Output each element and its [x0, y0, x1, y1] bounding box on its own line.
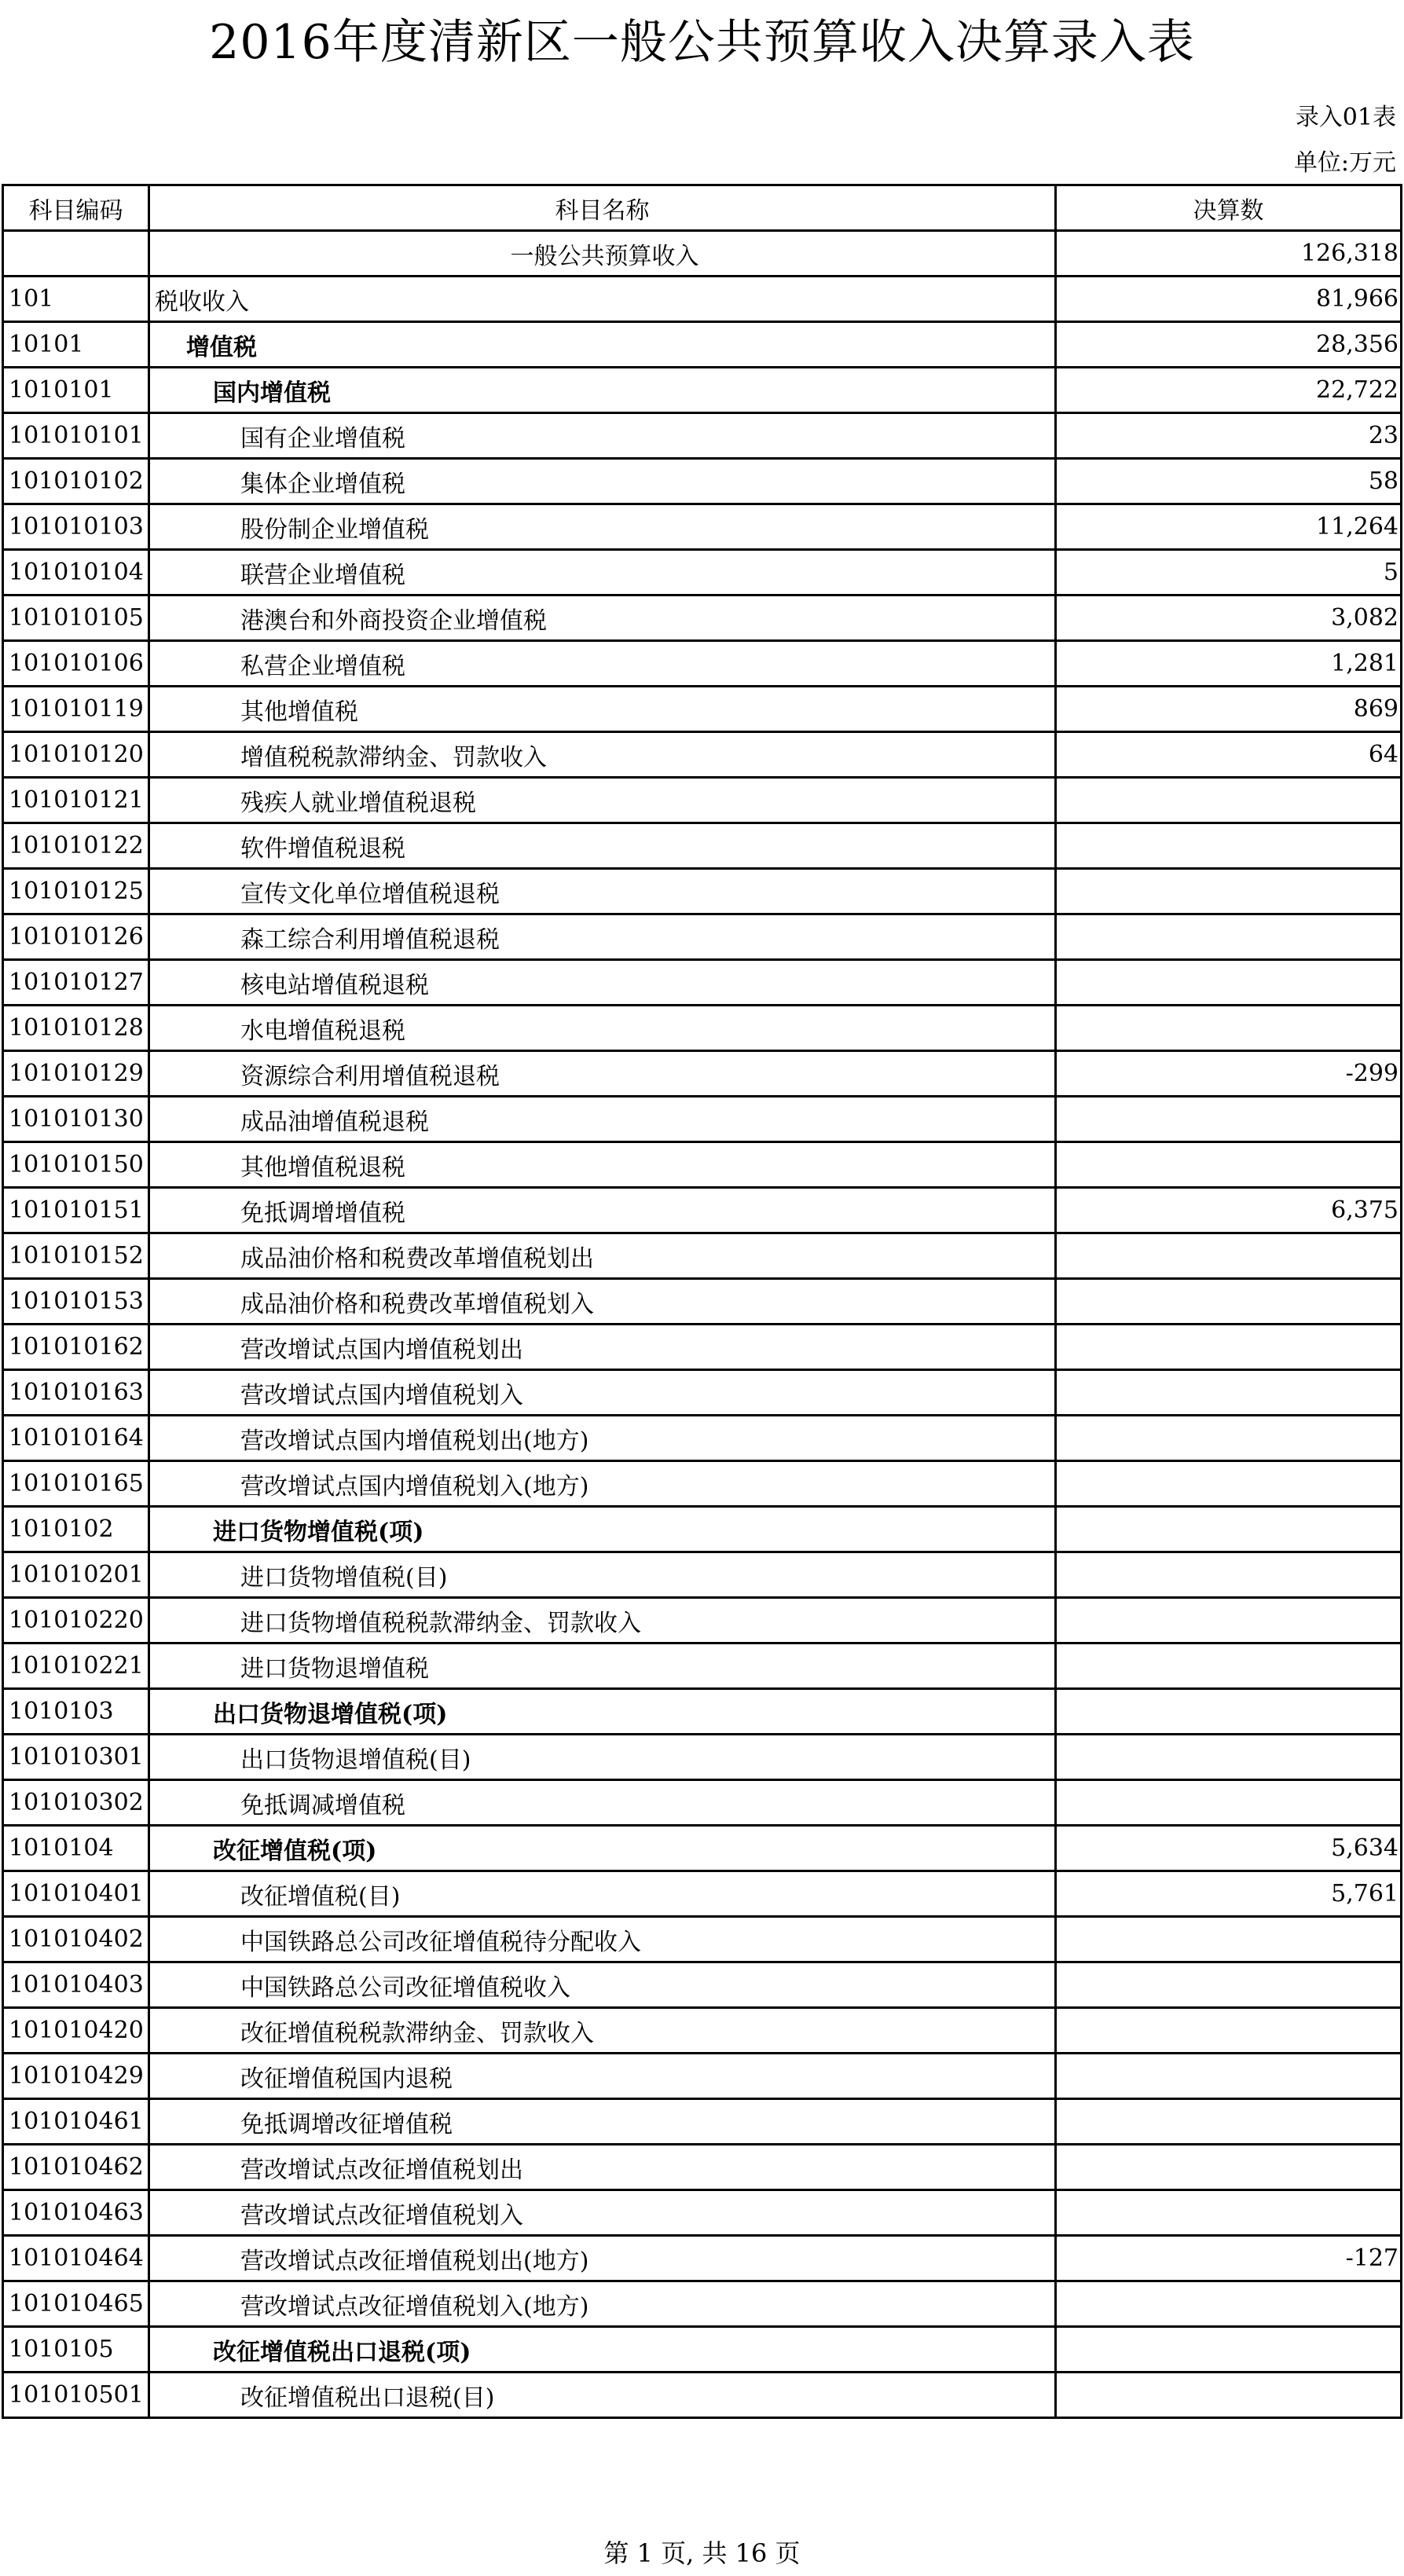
- cell-amount: [1056, 2190, 1402, 2236]
- cell-name: 改征增值税(目): [149, 1871, 1056, 1917]
- cell-amount: [1056, 1643, 1402, 1689]
- cell-amount: 64: [1056, 732, 1402, 778]
- cell-code: 101010465: [3, 2281, 149, 2327]
- cell-code: 101010129: [3, 1051, 149, 1097]
- cell-amount: [1056, 1416, 1402, 1461]
- cell-code: 101010101: [3, 413, 149, 459]
- table-row: [3, 641, 1402, 687]
- table-body: [3, 231, 1402, 2418]
- cell-code: 101010301: [3, 1735, 149, 1780]
- table-row: [3, 1416, 1402, 1461]
- cell-amount: 5,634: [1056, 1826, 1402, 1871]
- table-row: [3, 504, 1402, 550]
- cell-name: 水电增值税退税: [149, 1006, 1056, 1051]
- table-header-row: [3, 185, 1402, 231]
- cell-amount: [1056, 823, 1402, 869]
- cell-code: 1010101: [3, 368, 149, 413]
- cell-amount: 28,356: [1056, 322, 1402, 368]
- cell-amount: [1056, 1917, 1402, 1962]
- cell-code: 101010151: [3, 1188, 149, 1233]
- cell-name: 营改增试点改征增值税划入(地方): [149, 2281, 1056, 2327]
- cell-name: 残疾人就业增值税退税: [149, 778, 1056, 823]
- cell-name: 营改增试点国内增值税划出(地方): [149, 1416, 1056, 1461]
- cell-code: 101010420: [3, 2008, 149, 2054]
- table-row: [3, 1598, 1402, 1643]
- cell-amount: 5,761: [1056, 1871, 1402, 1917]
- cell-amount: [1056, 1279, 1402, 1325]
- table-row: [3, 1461, 1402, 1507]
- table-row: [3, 1643, 1402, 1689]
- table-row: [3, 1051, 1402, 1097]
- cell-name: 私营企业增值税: [149, 641, 1056, 687]
- table-row: [3, 1142, 1402, 1188]
- cell-code: 101010501: [3, 2373, 149, 2418]
- cell-code: 101010126: [3, 914, 149, 960]
- table-row: [3, 277, 1402, 322]
- page-footer: 第 1 页, 共 16 页: [603, 2538, 801, 2568]
- unit-label: 单位:万元: [1293, 149, 1396, 177]
- cell-code: 101010302: [3, 1780, 149, 1826]
- cell-code: 101010162: [3, 1325, 149, 1370]
- table-row: [3, 1917, 1402, 1962]
- cell-name: 免抵调减增值税: [149, 1780, 1056, 1826]
- table-row: [3, 368, 1402, 413]
- cell-name: 进口货物增值税(目): [149, 1552, 1056, 1598]
- cell-name: 免抵调增改征增值税: [149, 2099, 1056, 2145]
- table-row: [3, 1370, 1402, 1416]
- cell-name: 增值税税款滞纳金、罚款收入: [149, 732, 1056, 778]
- cell-name: 其他增值税: [149, 687, 1056, 732]
- cell-amount: 23: [1056, 413, 1402, 459]
- cell-amount: 1,281: [1056, 641, 1402, 687]
- cell-name: 联营企业增值税: [149, 550, 1056, 595]
- table-row: [3, 1006, 1402, 1051]
- cell-code: 1010105: [3, 2327, 149, 2373]
- cell-code: 101010152: [3, 1233, 149, 1279]
- cell-code: 1010102: [3, 1507, 149, 1552]
- cell-amount: [1056, 2281, 1402, 2327]
- table-row: [3, 2008, 1402, 2054]
- cell-code: 101: [3, 277, 149, 322]
- cell-name: 成品油价格和税费改革增值税划出: [149, 1233, 1056, 1279]
- cell-name: 中国铁路总公司改征增值税收入: [149, 1962, 1056, 2008]
- cell-name: 其他增值税退税: [149, 1142, 1056, 1188]
- cell-name: 改征增值税出口退税(目): [149, 2373, 1056, 2418]
- cell-amount: [1056, 2327, 1402, 2373]
- cell-amount: -299: [1056, 1051, 1402, 1097]
- cell-name: 进口货物增值税税款滞纳金、罚款收入: [149, 1598, 1056, 1643]
- cell-amount: [1056, 2008, 1402, 2054]
- cell-amount: 58: [1056, 459, 1402, 504]
- table-row: [3, 1097, 1402, 1142]
- cell-code: 101010121: [3, 778, 149, 823]
- table-row: [3, 1279, 1402, 1325]
- cell-code: 1010103: [3, 1689, 149, 1735]
- cell-name: 免抵调增增值税: [149, 1188, 1056, 1233]
- cell-code: 101010106: [3, 641, 149, 687]
- cell-amount: [1056, 1006, 1402, 1051]
- cell-code: 101010463: [3, 2190, 149, 2236]
- table-row: [3, 2145, 1402, 2190]
- table-row: [3, 231, 1402, 277]
- cell-code: 101010462: [3, 2145, 149, 2190]
- cell-amount: 126,318: [1056, 231, 1402, 277]
- cell-code: 101010221: [3, 1643, 149, 1689]
- cell-code: 101010401: [3, 1871, 149, 1917]
- cell-name: 改征增值税国内退税: [149, 2054, 1056, 2099]
- cell-code: 1010104: [3, 1826, 149, 1871]
- table-row: [3, 2099, 1402, 2145]
- table-row: [3, 1871, 1402, 1917]
- table-row: [3, 2236, 1402, 2281]
- cell-amount: 5: [1056, 550, 1402, 595]
- cell-name: 营改增试点改征增值税划出(地方): [149, 2236, 1056, 2281]
- cell-amount: [1056, 914, 1402, 960]
- table-row: [3, 823, 1402, 869]
- cell-name: 国有企业增值税: [149, 413, 1056, 459]
- table-row: [3, 2190, 1402, 2236]
- cell-name: 中国铁路总公司改征增值税待分配收入: [149, 1917, 1056, 1962]
- cell-code: 101010163: [3, 1370, 149, 1416]
- table-row: [3, 595, 1402, 641]
- cell-name: 出口货物退增值税(项): [149, 1689, 1056, 1735]
- table-row: [3, 2281, 1402, 2327]
- cell-code: 101010130: [3, 1097, 149, 1142]
- cell-amount: 22,722: [1056, 368, 1402, 413]
- cell-amount: [1056, 1689, 1402, 1735]
- cell-code: 101010403: [3, 1962, 149, 2008]
- cell-amount: [1056, 1461, 1402, 1507]
- cell-code: 101010220: [3, 1598, 149, 1643]
- table-row: [3, 687, 1402, 732]
- cell-amount: 11,264: [1056, 504, 1402, 550]
- cell-code: 101010122: [3, 823, 149, 869]
- budget-table: [2, 184, 1402, 2419]
- cell-name: 税收收入: [149, 277, 1056, 322]
- cell-name: 软件增值税退税: [149, 823, 1056, 869]
- table-row: [3, 1735, 1402, 1780]
- cell-name: 改征增值税出口退税(项): [149, 2327, 1056, 2373]
- cell-name: 股份制企业增值税: [149, 504, 1056, 550]
- cell-name: 营改增试点国内增值税划入: [149, 1370, 1056, 1416]
- cell-amount: [1056, 960, 1402, 1006]
- column-header-name: 科目名称: [149, 185, 1056, 231]
- column-header-amount: 决算数: [1056, 185, 1402, 231]
- table-row: [3, 2373, 1402, 2418]
- cell-name: 进口货物增值税(项): [149, 1507, 1056, 1552]
- cell-code: 101010119: [3, 687, 149, 732]
- cell-amount: [1056, 1780, 1402, 1826]
- cell-amount: [1056, 1552, 1402, 1598]
- cell-code: 101010164: [3, 1416, 149, 1461]
- cell-amount: 3,082: [1056, 595, 1402, 641]
- cell-name: 增值税: [149, 322, 1056, 368]
- cell-code: 101010150: [3, 1142, 149, 1188]
- cell-amount: [1056, 2054, 1402, 2099]
- table-row: [3, 869, 1402, 914]
- cell-amount: [1056, 869, 1402, 914]
- cell-code: 101010464: [3, 2236, 149, 2281]
- table-row: [3, 2054, 1402, 2099]
- table-row: [3, 550, 1402, 595]
- cell-amount: [1056, 1962, 1402, 2008]
- cell-name: 营改增试点国内增值税划出: [149, 1325, 1056, 1370]
- cell-name: 集体企业增值税: [149, 459, 1056, 504]
- cell-code: 101010165: [3, 1461, 149, 1507]
- table-row: [3, 1826, 1402, 1871]
- cell-amount: [1056, 1735, 1402, 1780]
- cell-amount: 81,966: [1056, 277, 1402, 322]
- cell-name: 出口货物退增值税(目): [149, 1735, 1056, 1780]
- table-row: [3, 1552, 1402, 1598]
- cell-code: 101010120: [3, 732, 149, 778]
- cell-code: 101010105: [3, 595, 149, 641]
- cell-amount: [1056, 2373, 1402, 2418]
- table-row: [3, 960, 1402, 1006]
- cell-amount: 6,375: [1056, 1188, 1402, 1233]
- cell-code: 101010128: [3, 1006, 149, 1051]
- table-row: [3, 1507, 1402, 1552]
- cell-code: 101010125: [3, 869, 149, 914]
- page-title: 2016年度清新区一般公共预算收入决算录入表: [209, 15, 1195, 70]
- cell-code: 101010429: [3, 2054, 149, 2099]
- cell-code: 101010104: [3, 550, 149, 595]
- cell-code: 10101: [3, 322, 149, 368]
- cell-name: 一般公共预算收入: [149, 231, 1056, 277]
- cell-code: 101010201: [3, 1552, 149, 1598]
- table-row: [3, 322, 1402, 368]
- cell-name: 森工综合利用增值税退税: [149, 914, 1056, 960]
- cell-amount: [1056, 1142, 1402, 1188]
- form-id-label: 录入01表: [1295, 104, 1396, 131]
- cell-name: 改征增值税(项): [149, 1826, 1056, 1871]
- cell-amount: -127: [1056, 2236, 1402, 2281]
- cell-name: 改征增值税税款滞纳金、罚款收入: [149, 2008, 1056, 2054]
- table-row: [3, 1188, 1402, 1233]
- cell-amount: [1056, 2099, 1402, 2145]
- cell-name: 港澳台和外商投资企业增值税: [149, 595, 1056, 641]
- cell-code: 101010127: [3, 960, 149, 1006]
- column-header-code: 科目编码: [3, 185, 149, 231]
- cell-code: 101010461: [3, 2099, 149, 2145]
- table-row: [3, 413, 1402, 459]
- cell-name: 国内增值税: [149, 368, 1056, 413]
- table-row: [3, 778, 1402, 823]
- cell-code: 101010402: [3, 1917, 149, 1962]
- cell-amount: [1056, 1598, 1402, 1643]
- cell-name: 进口货物退增值税: [149, 1643, 1056, 1689]
- cell-name: 营改增试点改征增值税划出: [149, 2145, 1056, 2190]
- table-row: [3, 1233, 1402, 1279]
- cell-amount: 869: [1056, 687, 1402, 732]
- cell-amount: [1056, 778, 1402, 823]
- table-row: [3, 1780, 1402, 1826]
- cell-name: 营改增试点改征增值税划入: [149, 2190, 1056, 2236]
- cell-name: 营改增试点国内增值税划入(地方): [149, 1461, 1056, 1507]
- cell-code: 101010103: [3, 504, 149, 550]
- cell-name: 核电站增值税退税: [149, 960, 1056, 1006]
- table-row: [3, 1325, 1402, 1370]
- cell-amount: [1056, 2145, 1402, 2190]
- cell-amount: [1056, 1325, 1402, 1370]
- cell-code: 101010102: [3, 459, 149, 504]
- cell-amount: [1056, 1233, 1402, 1279]
- table-row: [3, 914, 1402, 960]
- cell-name: 成品油价格和税费改革增值税划入: [149, 1279, 1056, 1325]
- cell-name: 成品油增值税退税: [149, 1097, 1056, 1142]
- table-row: [3, 1962, 1402, 2008]
- cell-name: 资源综合利用增值税退税: [149, 1051, 1056, 1097]
- table-row: [3, 732, 1402, 778]
- table-row: [3, 459, 1402, 504]
- cell-name: 宣传文化单位增值税退税: [149, 869, 1056, 914]
- cell-amount: [1056, 1097, 1402, 1142]
- cell-code: [3, 231, 149, 277]
- cell-amount: [1056, 1507, 1402, 1552]
- table-row: [3, 2327, 1402, 2373]
- cell-amount: [1056, 1370, 1402, 1416]
- cell-code: 101010153: [3, 1279, 149, 1325]
- table-row: [3, 1689, 1402, 1735]
